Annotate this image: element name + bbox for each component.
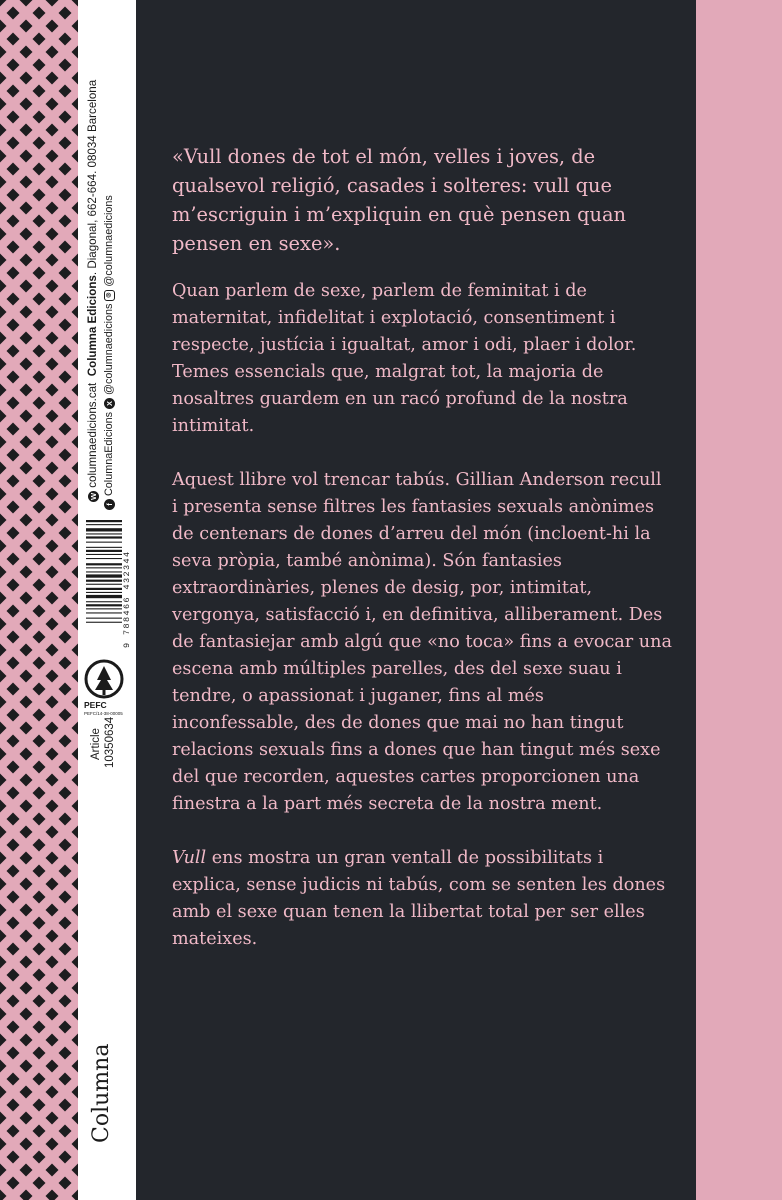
diamond-pattern-graphic bbox=[0, 0, 78, 1200]
publisher-name: Columna Edicions bbox=[86, 275, 99, 377]
publisher-logo: Columna bbox=[89, 1043, 114, 1143]
article-label: Article bbox=[90, 728, 102, 760]
publisher-address-text: . Diagonal, 662-664. 08034 Barcelona bbox=[86, 79, 99, 276]
x-handle: @columnaedicions bbox=[103, 303, 115, 395]
isbn-barcode bbox=[84, 516, 132, 650]
blurb-paragraph-2: Aquest llibre vol trencar tabús. Gillian Anderson recull i presenta sense filtres les fantasies sexuals anònimes de centenars de dones d’arreu del món (incloent-hi la seva pròpia, també anònima). Són fantasies extraordinàries, plenes de desig, por, intimitat, vergonya, satisfacció i, en definitiva, alliberament. Des de fantasiejar amb algú que «no toca» fins a evocar una escena amb múltiples parelles, des del sexe suau i tendre, o apassionat i juganer, fins al més inconfessable, des de dones que mai no han tingut relacions sexuals fins a dones que han tingut més sexe del que recorden, aquestes cartes proporcionen una finestra a la part més secreta de la nostra ment. bbox=[172, 470, 672, 814]
isbn-digits: 9 788466 432344 bbox=[122, 550, 132, 648]
social-handles bbox=[103, 195, 115, 510]
diamond-pattern-strip bbox=[0, 0, 78, 1200]
facebook-handle: ColumnaEdicions bbox=[103, 411, 115, 496]
blurb-paragraph-1: Quan parlem de sexe, parlem de feminitat i de maternitat, infidelitat i explotació, consentiment i respecte, justícia i igualtat, amor i odi, plaer i dolor. Temes essencials que, malgrat tot, la majoria de nosaltres guardem en un racó profund de la nostra intimitat. bbox=[172, 281, 637, 436]
pefc-code: PEFC/14-38-00005 bbox=[84, 711, 123, 716]
instagram-handle: @columnaedicions bbox=[103, 195, 115, 287]
website-text: columnaedicions.cat bbox=[86, 382, 99, 488]
pink-flap bbox=[696, 0, 782, 1200]
pefc-label: PEFC bbox=[84, 700, 107, 710]
website-icon: W bbox=[89, 492, 98, 501]
book-title: Vull bbox=[172, 848, 207, 868]
facebook-icon: f bbox=[104, 499, 115, 510]
opening-quote: «Vull dones de tot el món, velles i joves, de qualsevol religió, casades i solteres: vull que m’escriguin i m’expliquin en què pensen quan pensen en sexe». bbox=[172, 145, 627, 255]
blurb-text bbox=[172, 142, 672, 980]
x-icon: X bbox=[104, 398, 115, 409]
instagram-icon: ◎ bbox=[104, 290, 115, 301]
article-code: 10350634 bbox=[104, 716, 116, 768]
blurb-paragraph-3 bbox=[172, 845, 672, 953]
blurb-paragraph-3-text: ens mostra un gran ventall de possibilitats i explica, sense judicis ni tabús, com se senten les dones amb el sexe quan tenen la llibertat total per ser elles mateixes. bbox=[172, 848, 666, 949]
publisher-address bbox=[86, 80, 99, 502]
